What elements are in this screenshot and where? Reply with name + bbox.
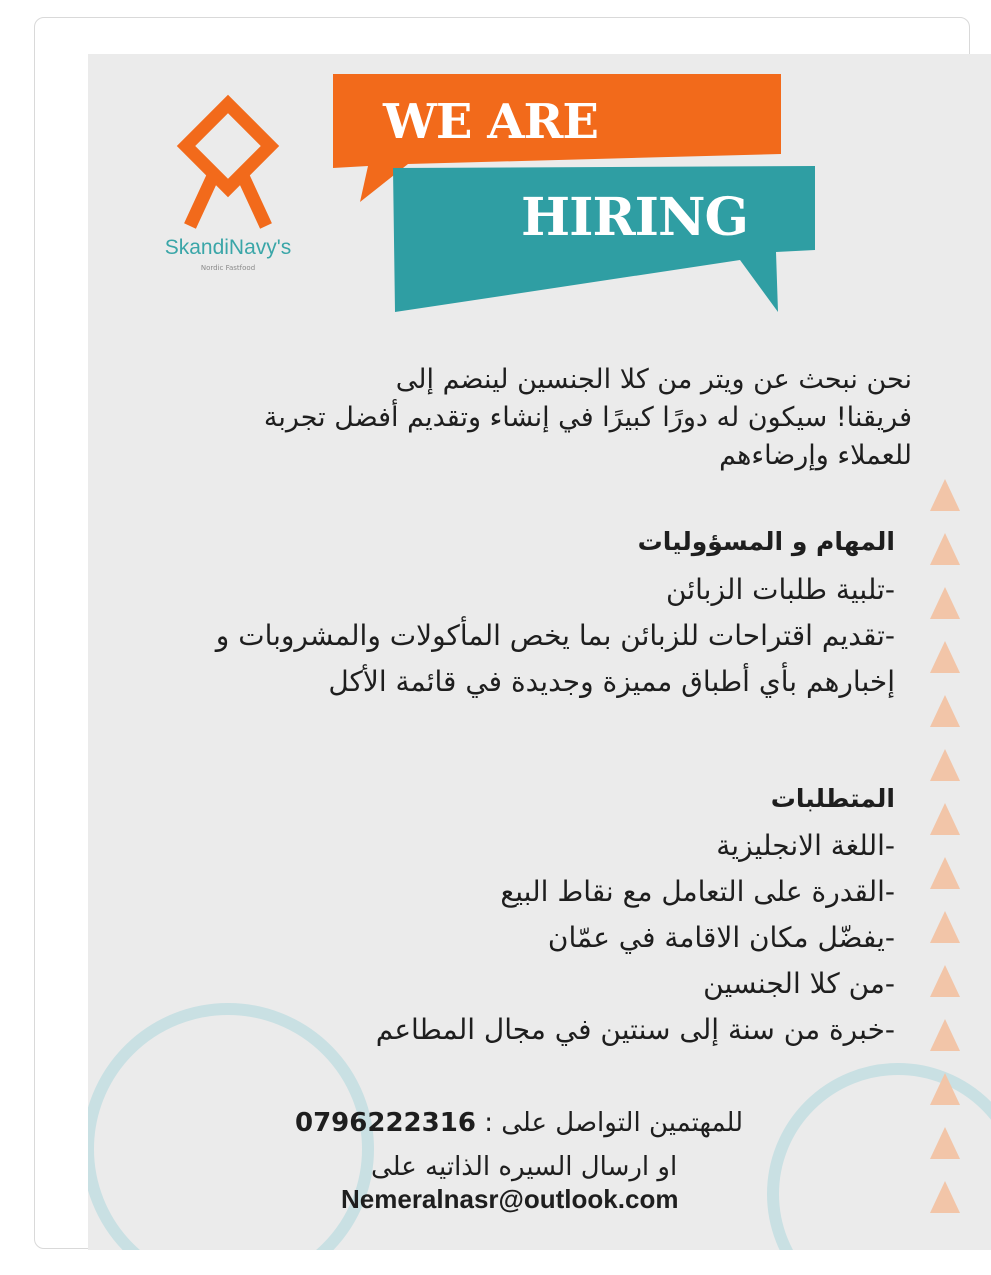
responsibility-item: -تلبية طلبات الزبائن — [666, 573, 895, 606]
contact-label: للمهتمين التواصل على : — [484, 1108, 744, 1138]
triangle-decoration — [930, 965, 960, 997]
banner-line-2: HIRING — [521, 187, 748, 248]
contact-line-1 — [295, 1108, 743, 1138]
poster-card — [34, 17, 970, 1249]
triangle-decoration — [930, 533, 960, 565]
intro-line: للعملاء وإرضاءهم — [719, 440, 912, 471]
triangle-decoration — [930, 803, 960, 835]
requirement-item: -اللغة الانجليزية — [716, 829, 895, 862]
contact-line-2: او ارسال السيره الذاتيه على — [371, 1152, 678, 1182]
hiring-poster — [88, 54, 991, 1250]
triangle-decoration — [930, 911, 960, 943]
triangle-decoration — [930, 1019, 960, 1051]
triangle-decoration — [930, 1181, 960, 1213]
triangle-decoration — [930, 1073, 960, 1105]
responsibility-item: إخبارهم بأي أطباق مميزة وجديدة في قائمة الأكل — [328, 665, 895, 698]
requirement-item: -من كلا الجنسين — [703, 967, 895, 1000]
contact-email: Nemeralnasr@outlook.com — [341, 1184, 679, 1214]
triangle-decoration — [930, 857, 960, 889]
triangle-decoration — [930, 1127, 960, 1159]
responsibility-item: -تقديم اقتراحات للزبائن بما يخص المأكولات والمشروبات و — [215, 619, 895, 652]
requirement-item: -يفضّل مكان الاقامة في عمّان — [547, 921, 895, 954]
triangle-decoration — [930, 587, 960, 619]
intro-paragraph — [264, 361, 912, 475]
triangle-decoration — [930, 641, 960, 673]
requirement-item: -خبرة من سنة إلى سنتين في مجال المطاعم — [375, 1013, 895, 1046]
intro-line: فريقنا! سيكون له دورًا كبيرًا في إنشاء وتقديم أفضل تجربة — [263, 402, 912, 433]
brand-tagline: Nordic Fastfood — [200, 264, 256, 272]
brand-logo — [158, 94, 298, 272]
triangle-decoration — [930, 479, 960, 511]
responsibilities-heading: المهام و المسؤوليات — [637, 527, 895, 556]
banner-line-1: WE ARE — [383, 94, 598, 150]
requirements-heading: المتطلبات — [770, 784, 895, 813]
triangle-decoration — [930, 749, 960, 781]
triangle-decoration — [930, 695, 960, 727]
phone-number: 0796222316 — [295, 1108, 476, 1138]
rune-logo-icon — [176, 94, 280, 230]
requirement-item: -القدرة على التعامل مع نقاط البيع — [500, 875, 895, 908]
brand-name: SkandiNavy's — [164, 236, 292, 259]
intro-line: نحن نبحث عن ويتر من كلا الجنسين لينضم إلى — [395, 364, 912, 395]
